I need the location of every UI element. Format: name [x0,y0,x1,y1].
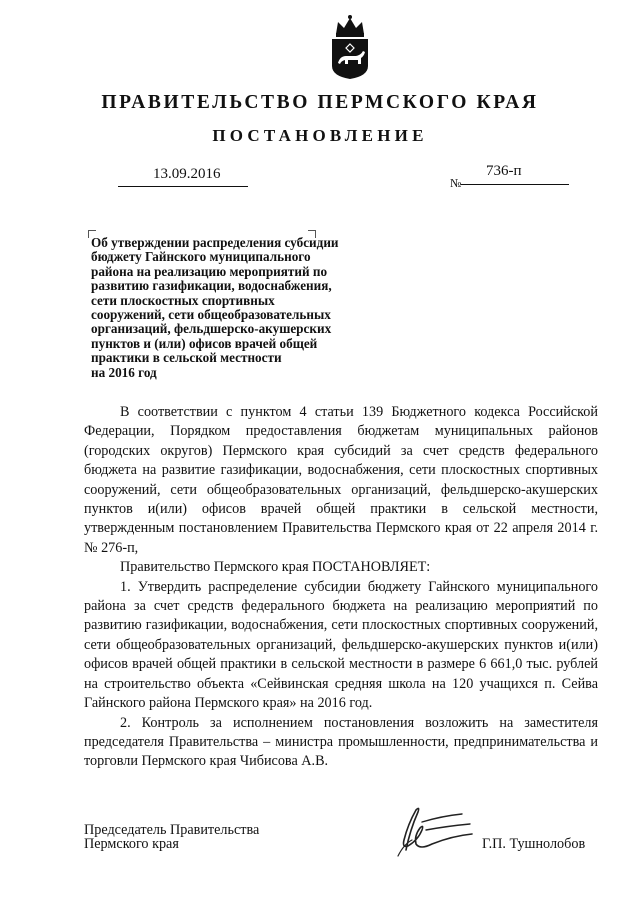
number-sign: № [450,176,462,190]
subject-line: развитию газификации, водоснабжения, [91,278,332,294]
subject-line: организаций, фельдшерско-акушерских [91,321,332,337]
subject-line: на 2016 год [91,364,157,380]
signatory-title-line: Председатель Правительства [84,822,260,838]
subject-line: бюджету Гайнского муниципального [91,249,311,265]
document-body [84,403,598,772]
document-subject [91,236,381,380]
coat-of-arms-icon [328,14,372,80]
body-paragraph-item-2: 2. Контроль за исполнением постановления возложить на заместителя председателя Правительства – министра промышленности, предпринимательства и торговли Пермского края Чибисова А.В. [84,714,598,770]
subject-line: сети плоскостных спортивных [91,292,275,308]
subject-line: района на реализацию мероприятий по [91,263,328,279]
signatory-title [84,823,259,851]
signatory-title-line: Пермского края [84,836,179,852]
number-underline [461,184,569,185]
subject-line: сооружений, сети общеобразовательных [91,307,331,323]
body-paragraph-legal-basis: В соответствии с пунктом 4 статьи 139 Бюджетного кодекса Российской Федерации, Порядком предоставления бюджетам муниципальных районов (городских округов) Пермского края субсидий за счет средств федерального бюджета на развитие газификации, водоснабжения, сети плоскостных спортивных сооружений, сети общеобразовательных организаций, фельдшерско-акушерских пунктов и(или) офисов врачей общей практики в сельской местности, утвержденным постановлением Правительства Пермского края от 22 апреля 2014 г. № 276-п, [84,404,598,556]
body-paragraph-item-1: 1. Утвердить распределение субсидии бюджету Гайнского муниципального района за счет средств федерального бюджета на реализацию мероприятий по развитию газификации, водоснабжения, сети плоскостных спортивных сооружений, сети общеобразовательных организаций, фельдшерско-акушерских пунктов и(или) офисов врачей общей практики в сельской местности в размере 6 661,0 тыс. рублей на строительство объекта «Сейвинская средняя школа на 120 учащихся п. Сейва Гайнского района Пермского края» на 2016 год. [84,578,598,712]
subject-line: пунктов и (или) офисов врачей общей [91,335,318,351]
date-underline [118,186,248,187]
subject-line: Об утверждении распределения субсидии [91,235,339,250]
document-number: 736-п [486,163,522,179]
signatory-name: Г.П. Тушнолобов [482,836,586,852]
subject-line: практики в сельской местности [91,350,282,366]
document-type: ПОСТАНОВЛЕНИЕ [212,126,428,145]
government-title: ПРАВИТЕЛЬСТВО ПЕРМСКОГО КРАЯ [101,92,539,113]
body-paragraph-resolves: Правительство Пермского края ПОСТАНОВЛЯЕТ: [120,559,431,576]
document-date: 13.09.2016 [153,166,221,182]
